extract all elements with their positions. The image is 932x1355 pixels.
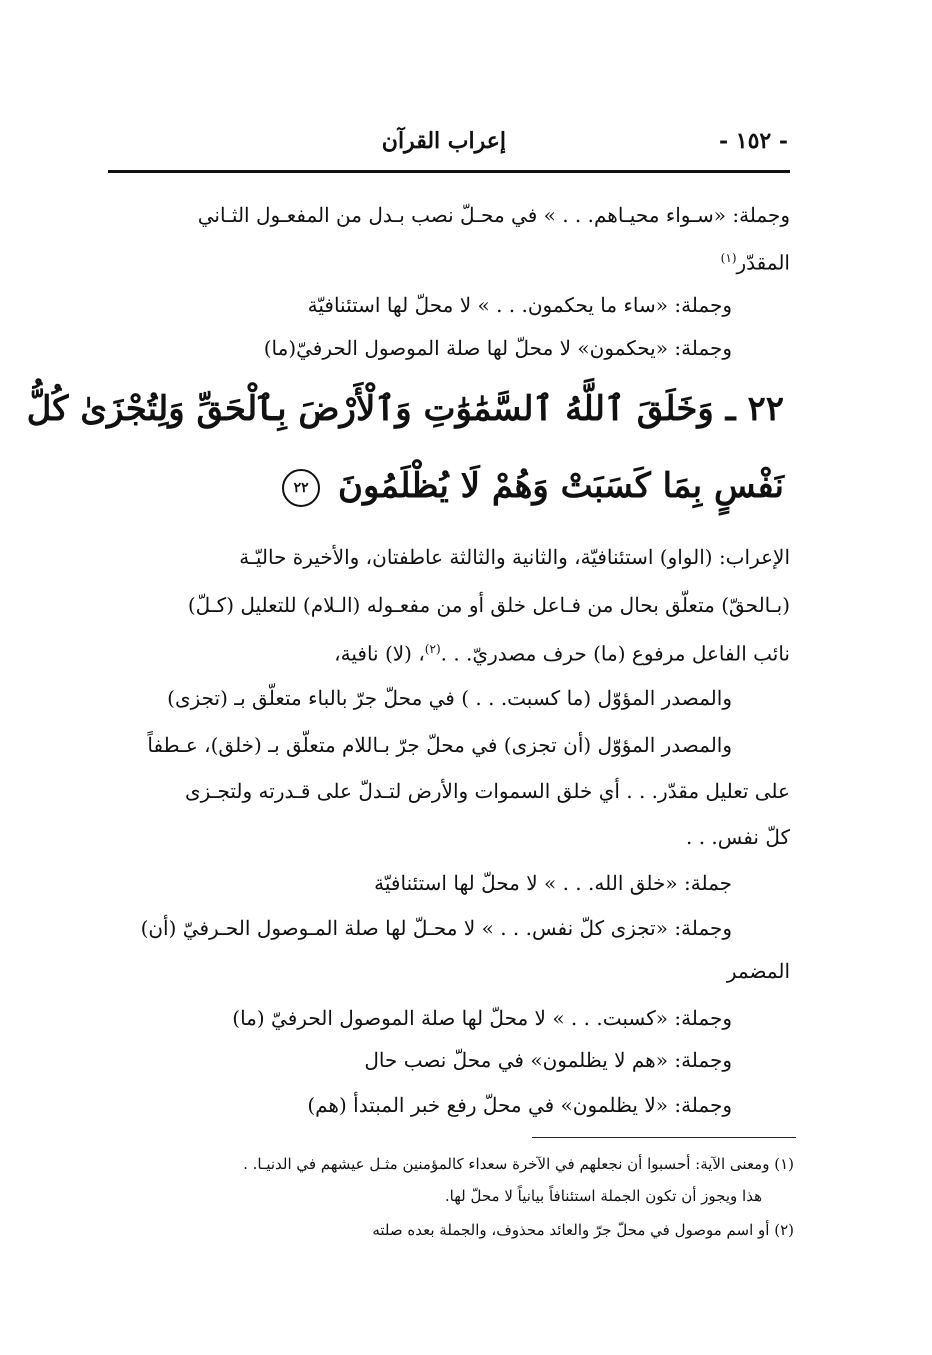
text-span: جملة: «خلق الله. . . » لا محلّ لها استئنافيّة	[374, 871, 732, 895]
text-span: والمصدر المؤوّل (ما كسبت. . . ) في محلّ جرّ بالباء متعلّق بـ (تجزى)	[167, 686, 732, 710]
footnote-rule	[532, 1137, 796, 1138]
text-line	[364, 1045, 732, 1075]
verse-line	[282, 466, 784, 507]
book-title: إعراب القرآن	[381, 128, 506, 154]
footnote	[445, 1184, 762, 1208]
verse-line	[27, 388, 784, 429]
text-span: وجملة: «لا يظلمون» في محلّ رفع خبر المبتدأ (هم)	[307, 1093, 732, 1117]
text-line	[167, 683, 732, 713]
text-span: الإعراب: (الواو) استئنافيّة، والثانية والثالثة عاطفتان، والأخيرة حاليّـة	[239, 545, 790, 569]
text-line	[147, 730, 732, 760]
footnote-text: هذا ويجوز أن تكون الجملة استئنافاً بيانياً لا محلّ لها.	[444, 1187, 762, 1205]
footnote-text: (١) ومعنى الآية: أحسبوا أن نجعلهم في الآخرة سعداء كالمؤمنين مثـل عيشهم في الدنيـا. .	[243, 1155, 794, 1173]
footnote	[372, 1218, 794, 1242]
header-rule	[108, 170, 790, 173]
verse-text: نَفْسٍ بِمَا كَسَبَتْ وَهُمْ لَا يُظْلَمُونَ	[337, 466, 784, 506]
text-span: ، (لا) نافية،	[334, 641, 425, 666]
text-span: المقدّر	[736, 250, 790, 275]
text-span: وجملة: «هم لا يظلمون» في محلّ نصب حال	[364, 1048, 732, 1072]
text-line	[727, 956, 790, 986]
text-span: وجملة: «سـواء محيـاهم. . . » في محـلّ نصب بـدل من المفعـول الثـاني	[197, 203, 790, 227]
text-span: (بـالحقّ) متعلّق بحال من فـاعل خلق أو من مفعـوله (الـلام) للتعليل (كـلّ)	[187, 593, 790, 617]
footnote-text: (٢) أو اسم موصول في محلّ جرّ والعائد محذوف، والجملة بعده صلته	[372, 1221, 794, 1239]
text-line	[308, 290, 732, 320]
footnote-ref: (٢)	[424, 642, 441, 656]
text-line	[334, 634, 790, 669]
text-line	[721, 243, 790, 278]
text-line	[185, 776, 790, 806]
verse-number-ornament: ٢٢	[282, 469, 320, 507]
text-line	[188, 590, 790, 620]
text-line	[239, 542, 790, 572]
text-span: المضمر	[726, 959, 790, 983]
text-line	[141, 913, 732, 943]
text-span: وجملة: «ساء ما يحكمون. . . » لا محلّ لها استئنافيّة	[307, 293, 732, 317]
text-line	[374, 868, 732, 898]
text-span: والمصدر المؤوّل (أن تجزى) في محلّ جرّ بـاللام متعلّق بـ (خلق)، عـطفاً	[147, 733, 732, 757]
page-header	[108, 128, 788, 168]
text-span: وجملة: «يحكمون» لا محلّ لها صلة الموصول الحرفيّ(ما)	[263, 336, 732, 360]
verse-text: ٢٢ ـ وَخَلَقَ ٱللَّهُ ٱلسَّمَٰوَٰتِ وَٱلْأَرْضَ بِٱلْحَقِّ وَلِتُجْزَىٰ كُلُّ	[26, 389, 784, 429]
text-line	[307, 1090, 732, 1120]
text-line	[108, 200, 790, 230]
footnote	[243, 1152, 794, 1176]
text-line	[232, 1003, 732, 1033]
text-span: نائب الفاعل مرفوع (ما) حرف مصدريّ. . .	[440, 641, 790, 666]
text-span: كلّ نفس. . .	[686, 825, 790, 849]
text-line	[264, 333, 732, 363]
text-span: وجملة: «كسبت. . . » لا محلّ لها صلة الموصول الحرفيّ (ما)	[232, 1006, 732, 1030]
text-span: على تعليل مقدّر. . . أي خلق السموات والأرض لتـدلّ على قـدرته ولتجـزى	[184, 779, 790, 803]
page-number: - ١٥٢ -	[718, 128, 788, 154]
footnote-ref: (١)	[720, 251, 737, 265]
text-line	[686, 822, 790, 852]
text-span: وجملة: «تجزى كلّ نفس. . . » لا محـلّ لها صلة المـوصول الحـرفيّ (أن)	[140, 916, 732, 940]
